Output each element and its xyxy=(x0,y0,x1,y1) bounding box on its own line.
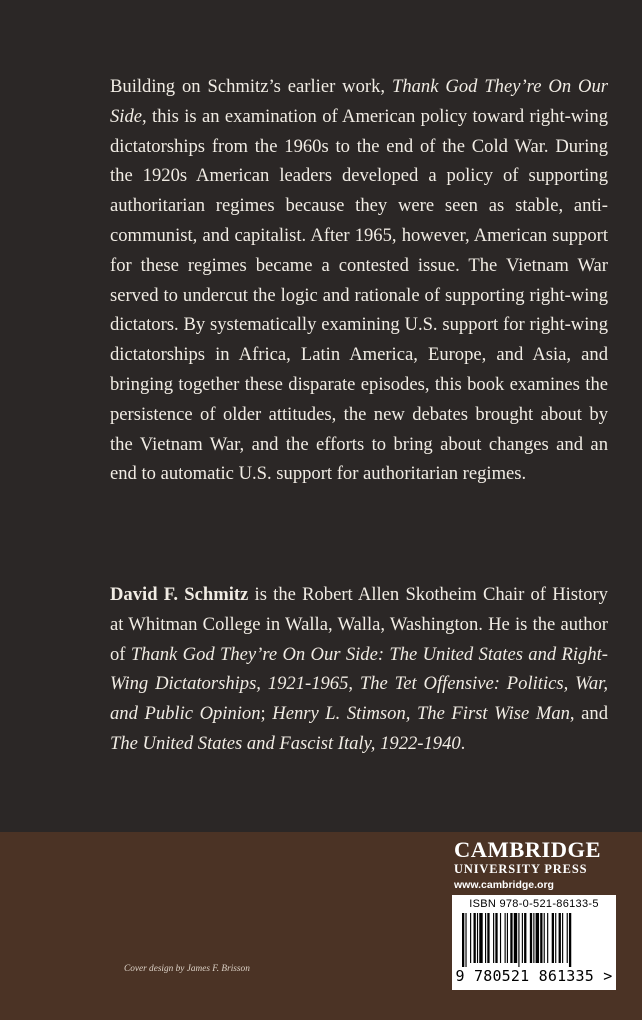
publisher-logo xyxy=(454,838,601,892)
bio-end: . xyxy=(460,732,466,754)
description-text-2: , this is an examination of American policy toward right-wing dictatorships from the 1960s to the end of the Cold War. During the 1920s American leaders developed a policy of supporting authoritarian regimes because they were seen as stable, anti-communist, and capitalist. After 1965, however, American support for these regimes became a contested issue. The Vietnam War served to undercut the logic and rationale of supporting right-wing dictators. By systematically examining U.S. support for right-wing dictatorships in Africa, Latin America, Europe, and Asia, and bringing together these disparate episodes, this book examines the persistence of older attitudes, the new debates brought about by the Vietnam War, and the efforts to bring about changes and an end to automatic U.S. support for authoritarian regimes. xyxy=(110,105,608,485)
bio-separator: , xyxy=(348,673,360,695)
publisher-url: www.cambridge.org xyxy=(454,879,554,891)
cover-design-credit: Cover design by James F. Brisson xyxy=(124,964,250,974)
publisher-subtitle: UNIVERSITY PRESS xyxy=(454,862,588,876)
bio-separator: , and xyxy=(569,703,608,725)
barcode-bars xyxy=(459,913,609,967)
bio-separator: ; xyxy=(260,703,273,725)
author-bio xyxy=(110,580,608,759)
bio-book-4: The United States and Fascist Italy, 1922-1940 xyxy=(110,732,461,754)
description-text-1: Building on Schmitz’s earlier work, xyxy=(110,76,392,97)
author-name: David F. Schmitz xyxy=(110,584,249,605)
isbn-barcode xyxy=(452,895,616,990)
book-description xyxy=(110,72,608,489)
bio-book-1: Thank God They’re On Our Side: The United States and Right-Wing Dictatorships, 1921-1965 xyxy=(110,643,608,695)
isbn-label: ISBN 978-0-521-86133-5 xyxy=(469,898,599,910)
barcode-digits: 9 780521 861335 > xyxy=(455,967,613,985)
bio-text: is the Robert Allen Skotheim Chair of History at Whitman College in Walla, Walla, Washington. He is the author of xyxy=(110,584,608,665)
description-book-title: Thank God They’re On Our Side xyxy=(110,76,609,127)
publisher-name: CAMBRIDGE xyxy=(454,837,602,862)
bio-book-3: Henry L. Stimson, The First Wise Man xyxy=(272,703,570,725)
bio-book-2: The Tet Offensive: Politics, War, and Public Opinion xyxy=(110,673,608,725)
